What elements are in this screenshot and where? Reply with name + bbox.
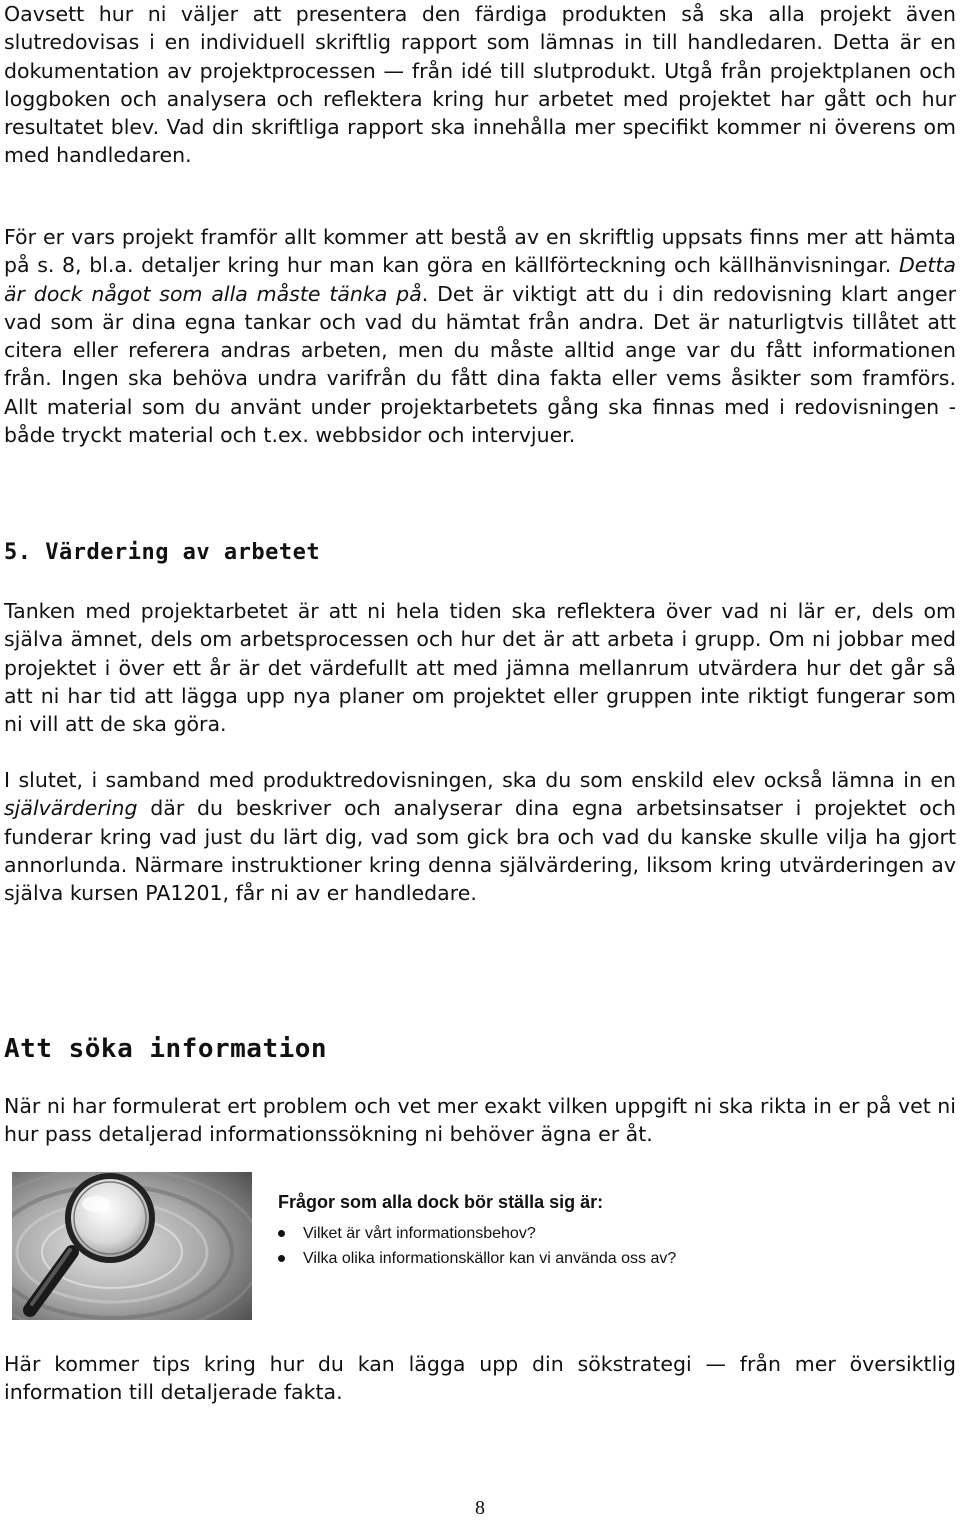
intro-text: Oavsett hur ni väljer att presentera den färdiga produkten så ska alla projekt även slutredovisas i en individuell skriftlig rapport som lämnas in till handledaren. Detta är en dokumentation av projektprocessen — från idé till slutprodukt. Utgå från projektplanen och loggboken och analysera och reflektera kring hur arbetet med projektet har gått och hur resultatet blev. Vad din skriftliga rapport ska innehålla mer specifikt kommer ni överens om med handledaren. [4,2,956,168]
paragraph-intro [0,0,960,170]
paragraph-sources [0,223,960,449]
paragraph-search-intro [0,1092,960,1149]
question-text: Vilka olika informationskällor kan vi använda oss av? [303,1250,677,1267]
self-eval-text-end: där du beskriver och analyserar dina egna arbetsinsatser i projektet och funderar kring vad just du lärt dig, vad som gick bra och vad du kanske skulle vilja ha gjort annorlunda. Närmare instruktioner kring denna självärdering, liksom kring utvärderingen av själva kursen PA1201, får ni av er handledare. [4,796,956,906]
bullet-icon [278,1230,285,1237]
paragraph-reflection [0,597,960,738]
paragraph-search-strategy [0,1350,960,1407]
search-strategy-text: Här kommer tips kring hur du kan lägga upp din sökstrategi — från mer översiktlig information till detaljerade fakta. [4,1352,956,1405]
section-heading-search-info: Att söka information [4,1034,328,1064]
list-item [278,1221,938,1246]
paragraph-self-evaluation [0,766,960,907]
reflection-text: Tanken med projektarbetet är att ni hela tiden ska reflektera över vad ni lär er, dels om själva ämnet, dels om arbetsprocessen och hur det är att arbeta i grupp. Om ni jobbar med projektet i över ett år är det värdefullt att med jämna mellanrum utvärdera hur det går så att ni har tid att lägga upp nya planer om projektet eller gruppen inte riktigt fungerar som ni vill att de ska göra. [4,599,956,737]
self-eval-italic-term: självärdering [4,796,138,821]
section-heading-vardering: 5. Värdering av arbetet [4,540,321,565]
list-item [278,1246,938,1271]
sources-text-end: . Det är viktigt att du i din redovisning klart anger vad som är dina egna tankar och vad du hämtat från andra. Det är naturligtvis tillåtet att citera eller referera andras arbeten, men du måste alltid ange var du fått informationen från. Ingen ska behöva undra varifrån du fått dina fakta eller vems åsikter som framförs. Allt material som du använt under projektarbetets gång ska finnas med i redovisningen - både tryckt material och t.ex. webbsidor och intervjuer. [4,281,956,448]
magnifying-glass-image [12,1172,252,1320]
page-number: 8 [475,1497,485,1519]
self-eval-text-start: I slutet, i samband med produktredovisningen, ska du som enskild elev också lämna in en [4,768,956,792]
questions-title: Frågor som alla dock bör ställa sig är: [278,1192,604,1212]
bullet-icon [278,1255,285,1262]
sources-italic-emphasis: Detta är dock något som alla måste tänka på [4,253,956,306]
sources-text-start: För er vars projekt framför allt kommer att bestå av en skriftlig uppsats finns mer att hämta på s. 8, bl.a. detaljer kring hur man kan göra en källförteckning och källhänvisningar. [4,225,956,278]
questions-list [278,1221,938,1271]
question-text: Vilket är vårt informationsbehov? [303,1225,536,1242]
search-intro-text: När ni har formulerat ert problem och vet mer exakt vilken uppgift ni ska rikta in er på vet ni hur pass detaljerad informationssökning ni behöver ägna er åt. [4,1094,956,1147]
questions-box [278,1192,938,1271]
